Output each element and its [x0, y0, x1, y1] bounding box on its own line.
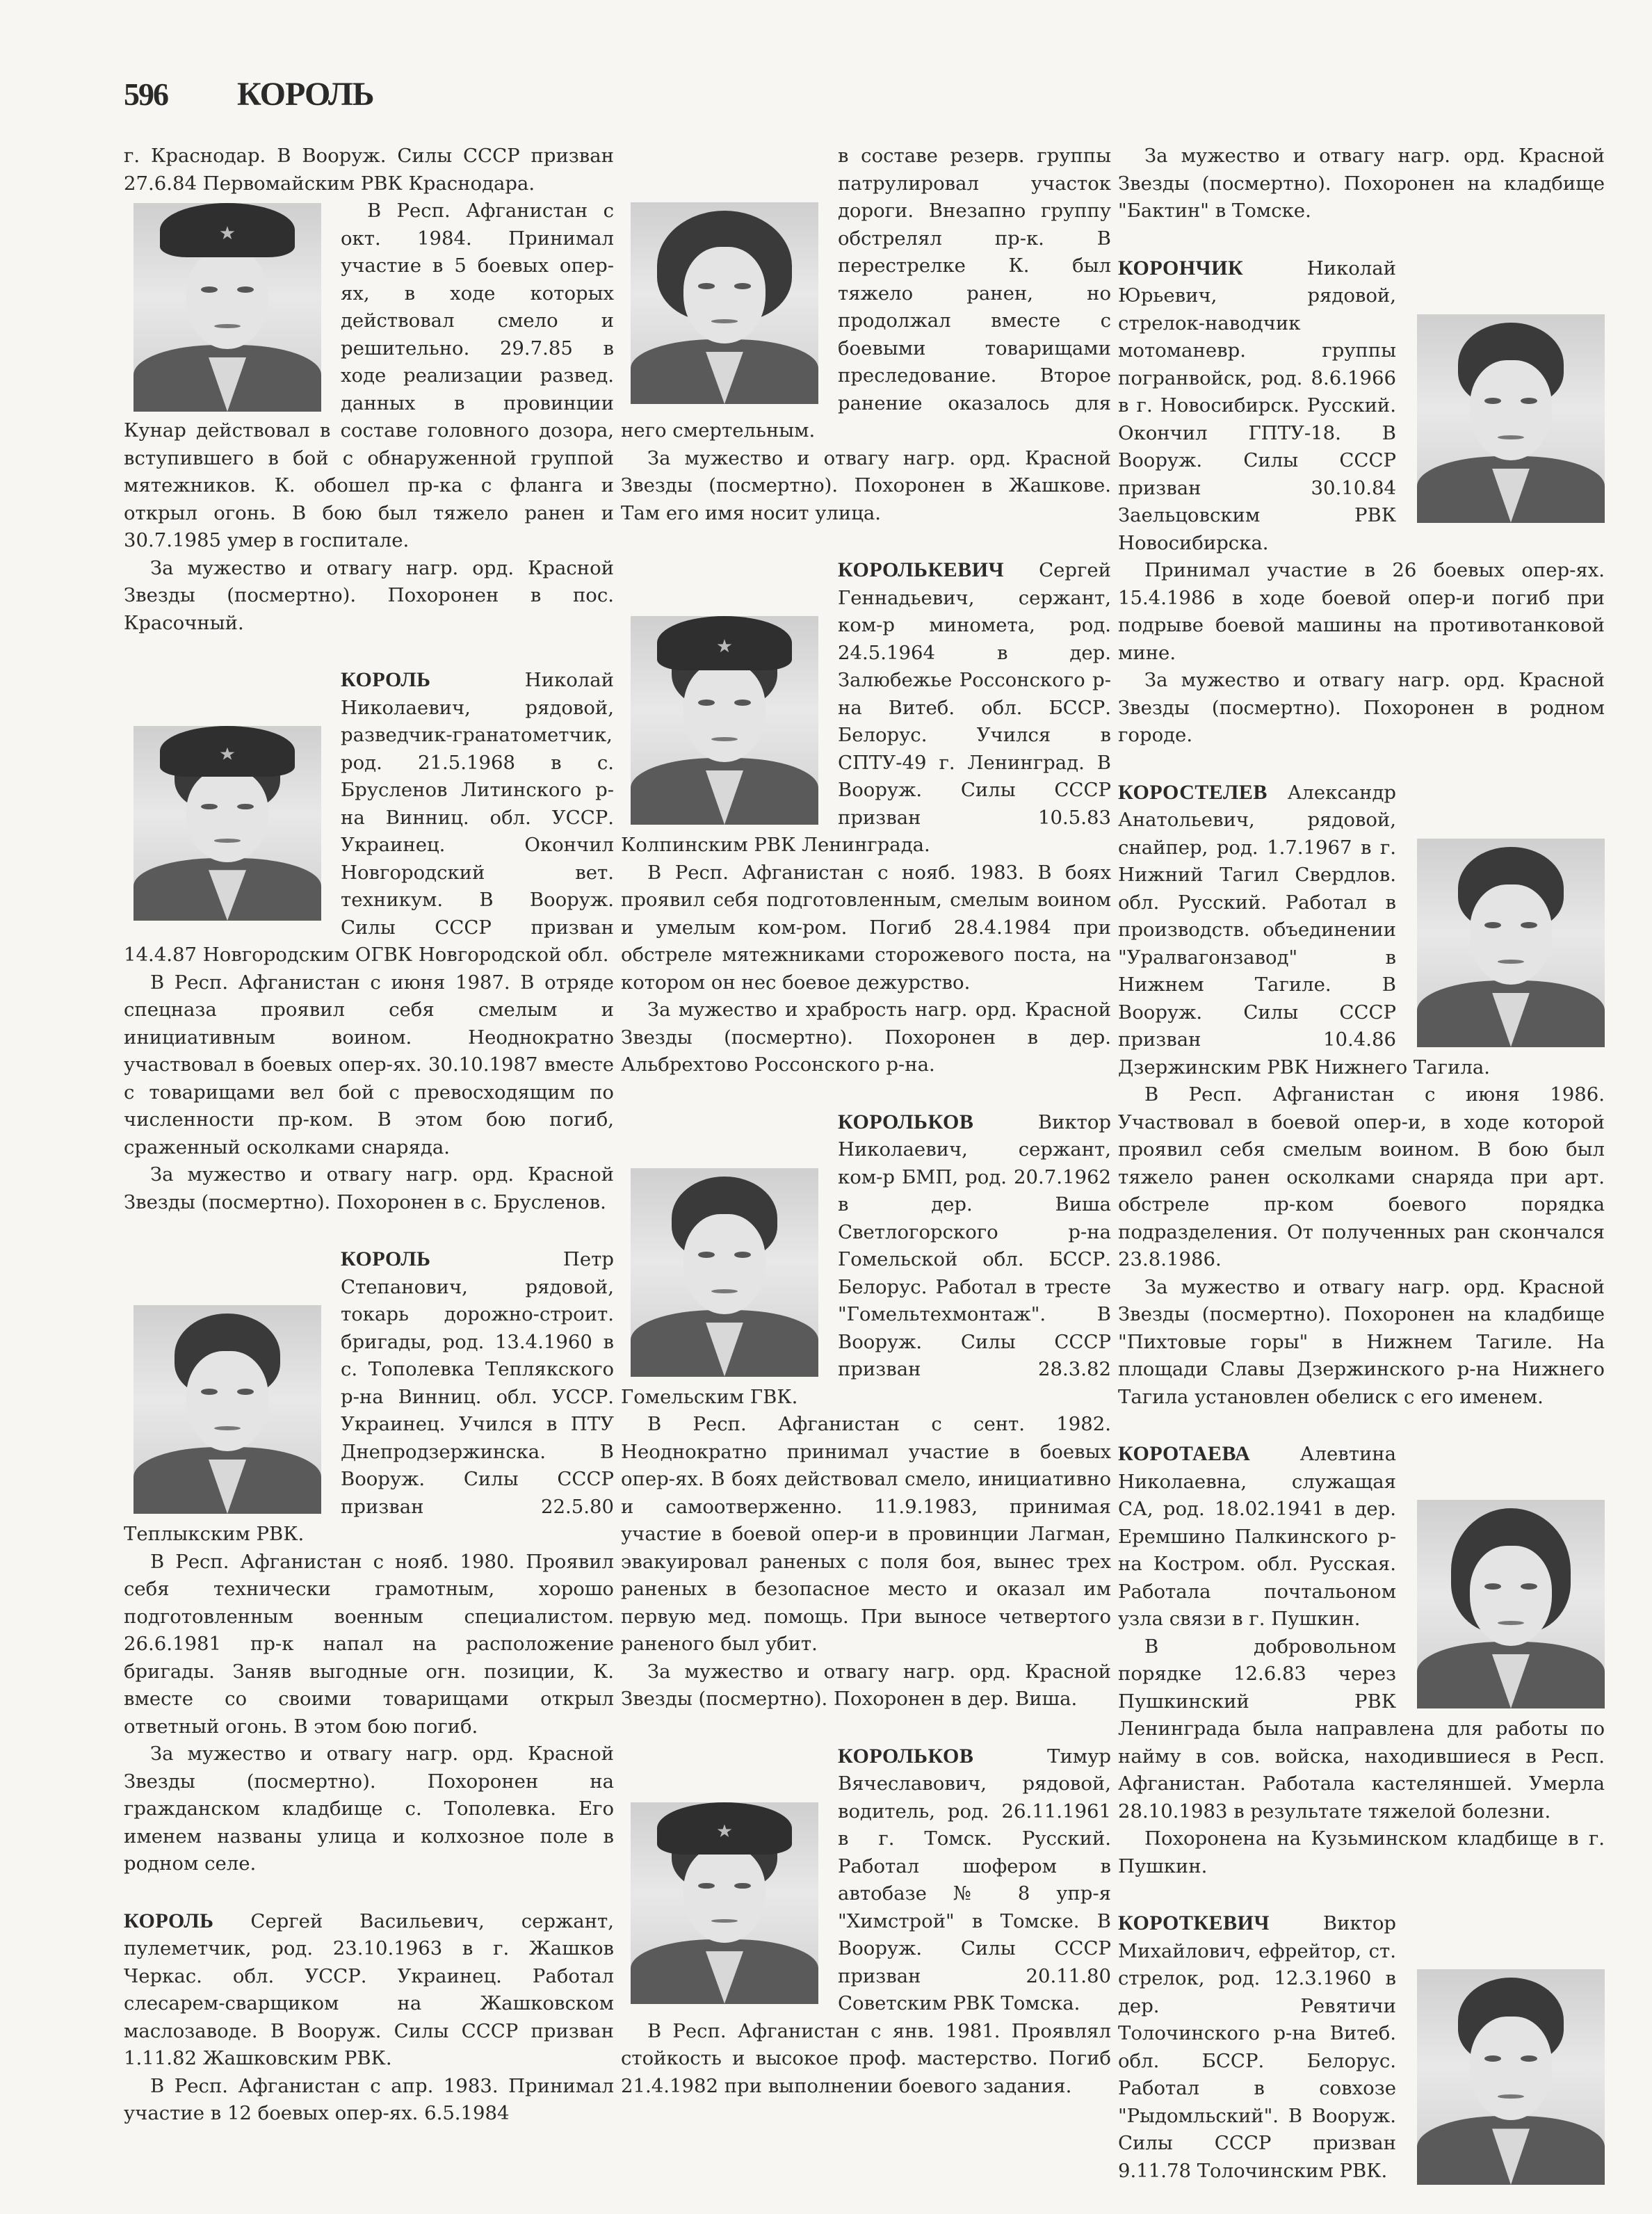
entry-paragraph: Сергей Васильевич, сержант, пулеметчик, род. 23.10.1963 в г. Жашков Черкас. обл. УССР. Украинец. Работал слесарем-сварщиком на Жашковском маслозаводе. В Вооруж. Силы СССР призван 1.11.82 Жашковским РВК.	[124, 1909, 614, 2069]
portrait-photo	[1417, 1969, 1605, 2185]
entry-paragraph: Тимур Вячеславович, рядовой, водитель, род. 26.11.1961 в г. Томск. Русский. Работал шофером в автобазе № 8 упр-я "Химстрой" в Томске. В Вооруж. Силы СССР призван 20.11.80 Советским РВК Томска.	[838, 1745, 1111, 2014]
entry-korolkov-timur	[621, 1743, 1111, 2101]
portrait-photo	[1417, 839, 1605, 1047]
entry-paragraph: В добровольном порядке 12.6.83 через Пушкинский РВК Ленинграда была направлена для работы по найму в сов. войска, находившиеся в Респ. Афганистан. Работала кастеляншей. Умерла 28.10.1983 в результате тяжелой болезни.	[1118, 1635, 1605, 1823]
entry-korotaeva-alevtina	[1118, 1440, 1605, 1880]
entry-paragraph: В Респ. Афганистан с апр. 1983. Принимал участие в 12 боевых опер-ях. 6.5.1984	[124, 2074, 614, 2124]
entry-paragraph: Виктор Михайлович, ефрейтор, ст. стрелок, род. 12.3.1960 в дер. Ревятичи Толочинского р-на Витеб. обл. БССР. Белорус. Работал в совхозе "Рыдомльский". В Вооруж. Силы СССР призван 9.11.78 Толочинским РВК.	[1118, 1912, 1396, 2182]
page-number: 596	[124, 76, 168, 112]
entry-continuation	[1118, 143, 1605, 225]
entry-surname: КОРОЛЬ	[341, 1247, 431, 1270]
portrait-photo	[1417, 314, 1605, 523]
entry-korol-nikolai	[124, 666, 614, 1216]
entry-paragraph: За мужество и отвагу нагр. орд. Красной Звезды (посмертно). Похоронен на гражданском кладбище с. Тополевка. Его именем названы улица и колхозное поле в родном селе.	[124, 1743, 614, 1875]
entry-surname: КОРОТАЕВА	[1118, 1442, 1251, 1465]
entry-paragraph: За мужество и отвагу нагр. орд. Красной Звезды (посмертно). Похоронен на кладбище "Пихтовые горы" в Нижнем Тагиле. На площади Славы Дзержинского р-на Нижнего Тагила установлен обелиск с его именем.	[1118, 1275, 1605, 1408]
entry-korol-sergei	[124, 1907, 614, 2128]
entry-paragraph: В Респ. Афганистан с нояб. 1980. Проявил себя технически грамотным, хорошо подготовленным военным специалистом. 26.6.1981 пр-к напал на расположение бригады. Заняв выгодные огн. позиции, К. вместе со своими товарищами открыл ответный огонь. В этом бою погиб.	[124, 1550, 614, 1738]
portrait-photo	[631, 616, 818, 825]
entry-continuation	[124, 143, 614, 637]
entry-koronchik-nikolai	[1118, 254, 1605, 750]
entry-korolkevich-sergei	[621, 556, 1111, 1079]
running-head: КОРОЛЬ	[237, 76, 374, 113]
column-2	[621, 143, 1111, 2129]
entry-surname: КОРОЛЬКОВ	[838, 1110, 974, 1133]
entry-paragraph: За мужество и отвагу нагр. орд. Красной Звезды (посмертно). Похоронен в с. Брусленов.	[124, 1163, 614, 1213]
entry-paragraph: Сергей Геннадьевич, сержант, ком-р минометa, род. 24.5.1964 в дер. Залюбежье Россонского р-на Витеб. обл. БССР. Белорус. Учился в СПТУ-49 г. Ленинград. В Вооруж. Силы СССР призван 10.5.83 Колпинским РВК Ленинграда.	[621, 559, 1111, 856]
portrait-photo	[631, 1168, 818, 1377]
entry-continuation	[621, 143, 1111, 527]
portrait-photo	[631, 1802, 818, 2004]
entry-paragraph: в составе резерв. группы патрулировал участок дороги. Внезапно группу обстрелял пр-к. В перестрелке К. был тяжело ранен, но продолжал вместе с боевыми товарищами преследование. Второе ранение оказалось для него смертельным.	[621, 145, 1111, 442]
entry-paragraph: За мужество и отвагу нагр. орд. Красной Звезды (посмертно). Похоронен на кладбище "Бактин" в Томске.	[1118, 145, 1605, 222]
portrait-photo	[133, 726, 321, 921]
column-1	[124, 143, 614, 2157]
page-header	[124, 75, 373, 113]
entry-paragraph: В Респ. Афганистан с янв. 1981. Проявлял стойкость и высокое проф. мастерство. Погиб 21.4.1982 при выполнении боевого задания.	[621, 2019, 1111, 2097]
entry-paragraph: Принимал участие в 26 боевых опер-ях. 15.4.1986 в ходе боевой опер-и погиб при подрыве боевой машины на противотанковой мине.	[1118, 559, 1605, 664]
entry-paragraph: Виктор Николаевич, сержант, ком-р БМП, род. 20.7.1962 в дер. Виша Светлогорского р-на Гомельской обл. БССР. Белорус. Работал в тресте "Гомельтехмонтаж". В Вооруж. Силы СССР призван 28.3.82 Гомельским ГВК.	[621, 1110, 1111, 1408]
entry-korol-petr	[124, 1245, 614, 1878]
portrait-photo	[133, 1305, 321, 1514]
entry-paragraph: г. Краснодар. В Вооруж. Силы СССР призван 27.6.84 Первомайским РВК Краснодара.	[124, 145, 614, 195]
entry-paragraph: В Респ. Афганистан с июня 1987. В отряде спецназа проявил себя смелым и инициативным воином. Неоднократно участвовал в боевых опер-ях. 30.10.1987 вместе с товарищами вел бой с превосходящим по численности пр-ком. В этом бою погиб, сраженный осколками снаряда.	[124, 971, 614, 1158]
entry-surname: КОРОЛЬ	[341, 668, 431, 691]
entry-surname: КОРОЛЬ	[124, 1909, 214, 1932]
entry-surname: КОРОНЧИК	[1118, 256, 1244, 280]
entry-surname: КОРОЛЬКЕВИЧ	[838, 558, 1005, 581]
entry-korostelev-aleksandr	[1118, 779, 1605, 1412]
entry-surname: КОРОЛЬКОВ	[838, 1744, 974, 1768]
entry-paragraph: В Респ. Афганистан с сент. 1982. Неоднократно принимал участие в боевых опер-ях. В боях действовал смело, инициативно и самоотверженно. 11.9.1983, принимая участие в боевой опер-и в провинции Лагман, эвакуировал раненых с поля боя, вынес трех раненых в безопасное место и оказал им первую мед. помощь. При выносе четвертого раненого был убит.	[621, 1413, 1111, 1655]
entry-surname: КОРОСТЕЛЕВ	[1118, 780, 1268, 804]
portrait-photo	[133, 203, 321, 412]
entry-korolkov-viktor	[621, 1108, 1111, 1713]
column-3	[1118, 143, 1605, 2214]
entry-paragraph: За мужество и храбрость нагр. орд. Красной Звезды (посмертно). Похоронен в дер. Альбрехтово Россонского р-на.	[621, 999, 1111, 1076]
entry-paragraph: За мужество и отвагу нагр. орд. Красной Звезды (посмертно). Похоронен в дер. Виша.	[621, 1660, 1111, 1710]
entry-paragraph: Александр Анатольевич, рядовой, снайпер, род. 1.7.1967 в г. Нижний Тагил Свердлов. обл. Русский. Работал в производств. объединении "Уралвагонзавод" в Нижнем Тагиле. В Вооруж. Силы СССР призван 10.4.86 Дзержинским РВК Нижнего Тагила.	[1118, 781, 1490, 1078]
entry-paragraph: Похоронена на Кузьминском кладбище в г. Пушкин.	[1118, 1827, 1605, 1877]
entry-paragraph: В Респ. Афганистан с окт. 1984. Принимал участие в 5 боевых опер-ях, в ходе которых действовал смело и решительно. 29.7.85 в ходе реализации развед. данных в провинции Кунар действовал в составе головного дозора, вступившего в бой с обнаруженной группой мятежников. К. обошел пр-ка с фланга и открыл огонь. В бою был тяжело ранен и 30.7.1985 умер в госпитале.	[124, 200, 614, 551]
entry-korotkevich-viktor	[1118, 1909, 1605, 2185]
portrait-photo	[631, 202, 818, 404]
entry-paragraph: Петр Степанович, рядовой, токарь дорожно-строит. бригады, род. 13.4.1960 в с. Тополевка Теплякского р-на Винниц. обл. УССР. Украинец. Учился в ПТУ Днепродзержинска. В Вооруж. Силы СССР призван 22.5.80 Теплыкским РВК.	[124, 1248, 614, 1545]
entry-surname: КОРОТКЕВИЧ	[1118, 1912, 1270, 1934]
entry-paragraph: За мужество и отвагу нагр. орд. Красной Звезды (посмертно). Похоронен в родном городе.	[1118, 669, 1605, 746]
entry-paragraph: В Респ. Афганистан с нояб. 1983. В боях проявил себя подготовленным, смелым воином и умелым ком-ром. Погиб 28.4.1984 при обстреле мятежниками сторожевого поста, на котором он нес боевое дежурство.	[621, 861, 1111, 994]
entry-paragraph: Николай Николаевич, рядовой, разведчик-гранатометчик, род. 21.5.1968 в с. Брусленов Литинского р-на Винниц. обл. УССР. Украинец. Окончил Новгородский вет. техникум. В Вооруж. Силы СССР призван 14.4.87 Новгородским ОГВК Новгородской обл.	[124, 669, 614, 966]
portrait-photo	[1417, 1500, 1605, 1708]
entry-paragraph: Алевтина Николаевна, служащая СА, род. 18.02.1941 в дер. Еремшино Палкинского р-на Костром. обл. Русская. Работала почтальоном узла связи в г. Пушкин.	[1118, 1443, 1396, 1630]
entry-paragraph: За мужество и отвагу нагр. орд. Красной Звезды (посмертно). Похоронен в пос. Красочный.	[124, 556, 614, 634]
entry-paragraph: Николай Юрьевич, рядовой, стрелок-наводчик мотоманевр. группы погранвойск, род. 8.6.1966 в г. Новосибирск. Русский. Окончил ГПТУ-18. В Вооруж. Силы СССР призван 30.10.84 Заельцовским РВК Новосибирска.	[1118, 257, 1396, 554]
entry-paragraph: За мужество и отвагу нагр. орд. Красной Звезды (посмертно). Похоронен в Жашкове. Там его имя носит улица.	[621, 446, 1111, 524]
entry-paragraph: В Респ. Афганистан с июня 1986. Участвовал в боевой опер-и, в ходе которой проявил себя смелым воином. В бою был тяжело ранен осколками снаряда при арт. обстреле пр-ком боевого порядка подразделения. От полученных ран скончался 23.8.1986.	[1118, 1083, 1605, 1270]
